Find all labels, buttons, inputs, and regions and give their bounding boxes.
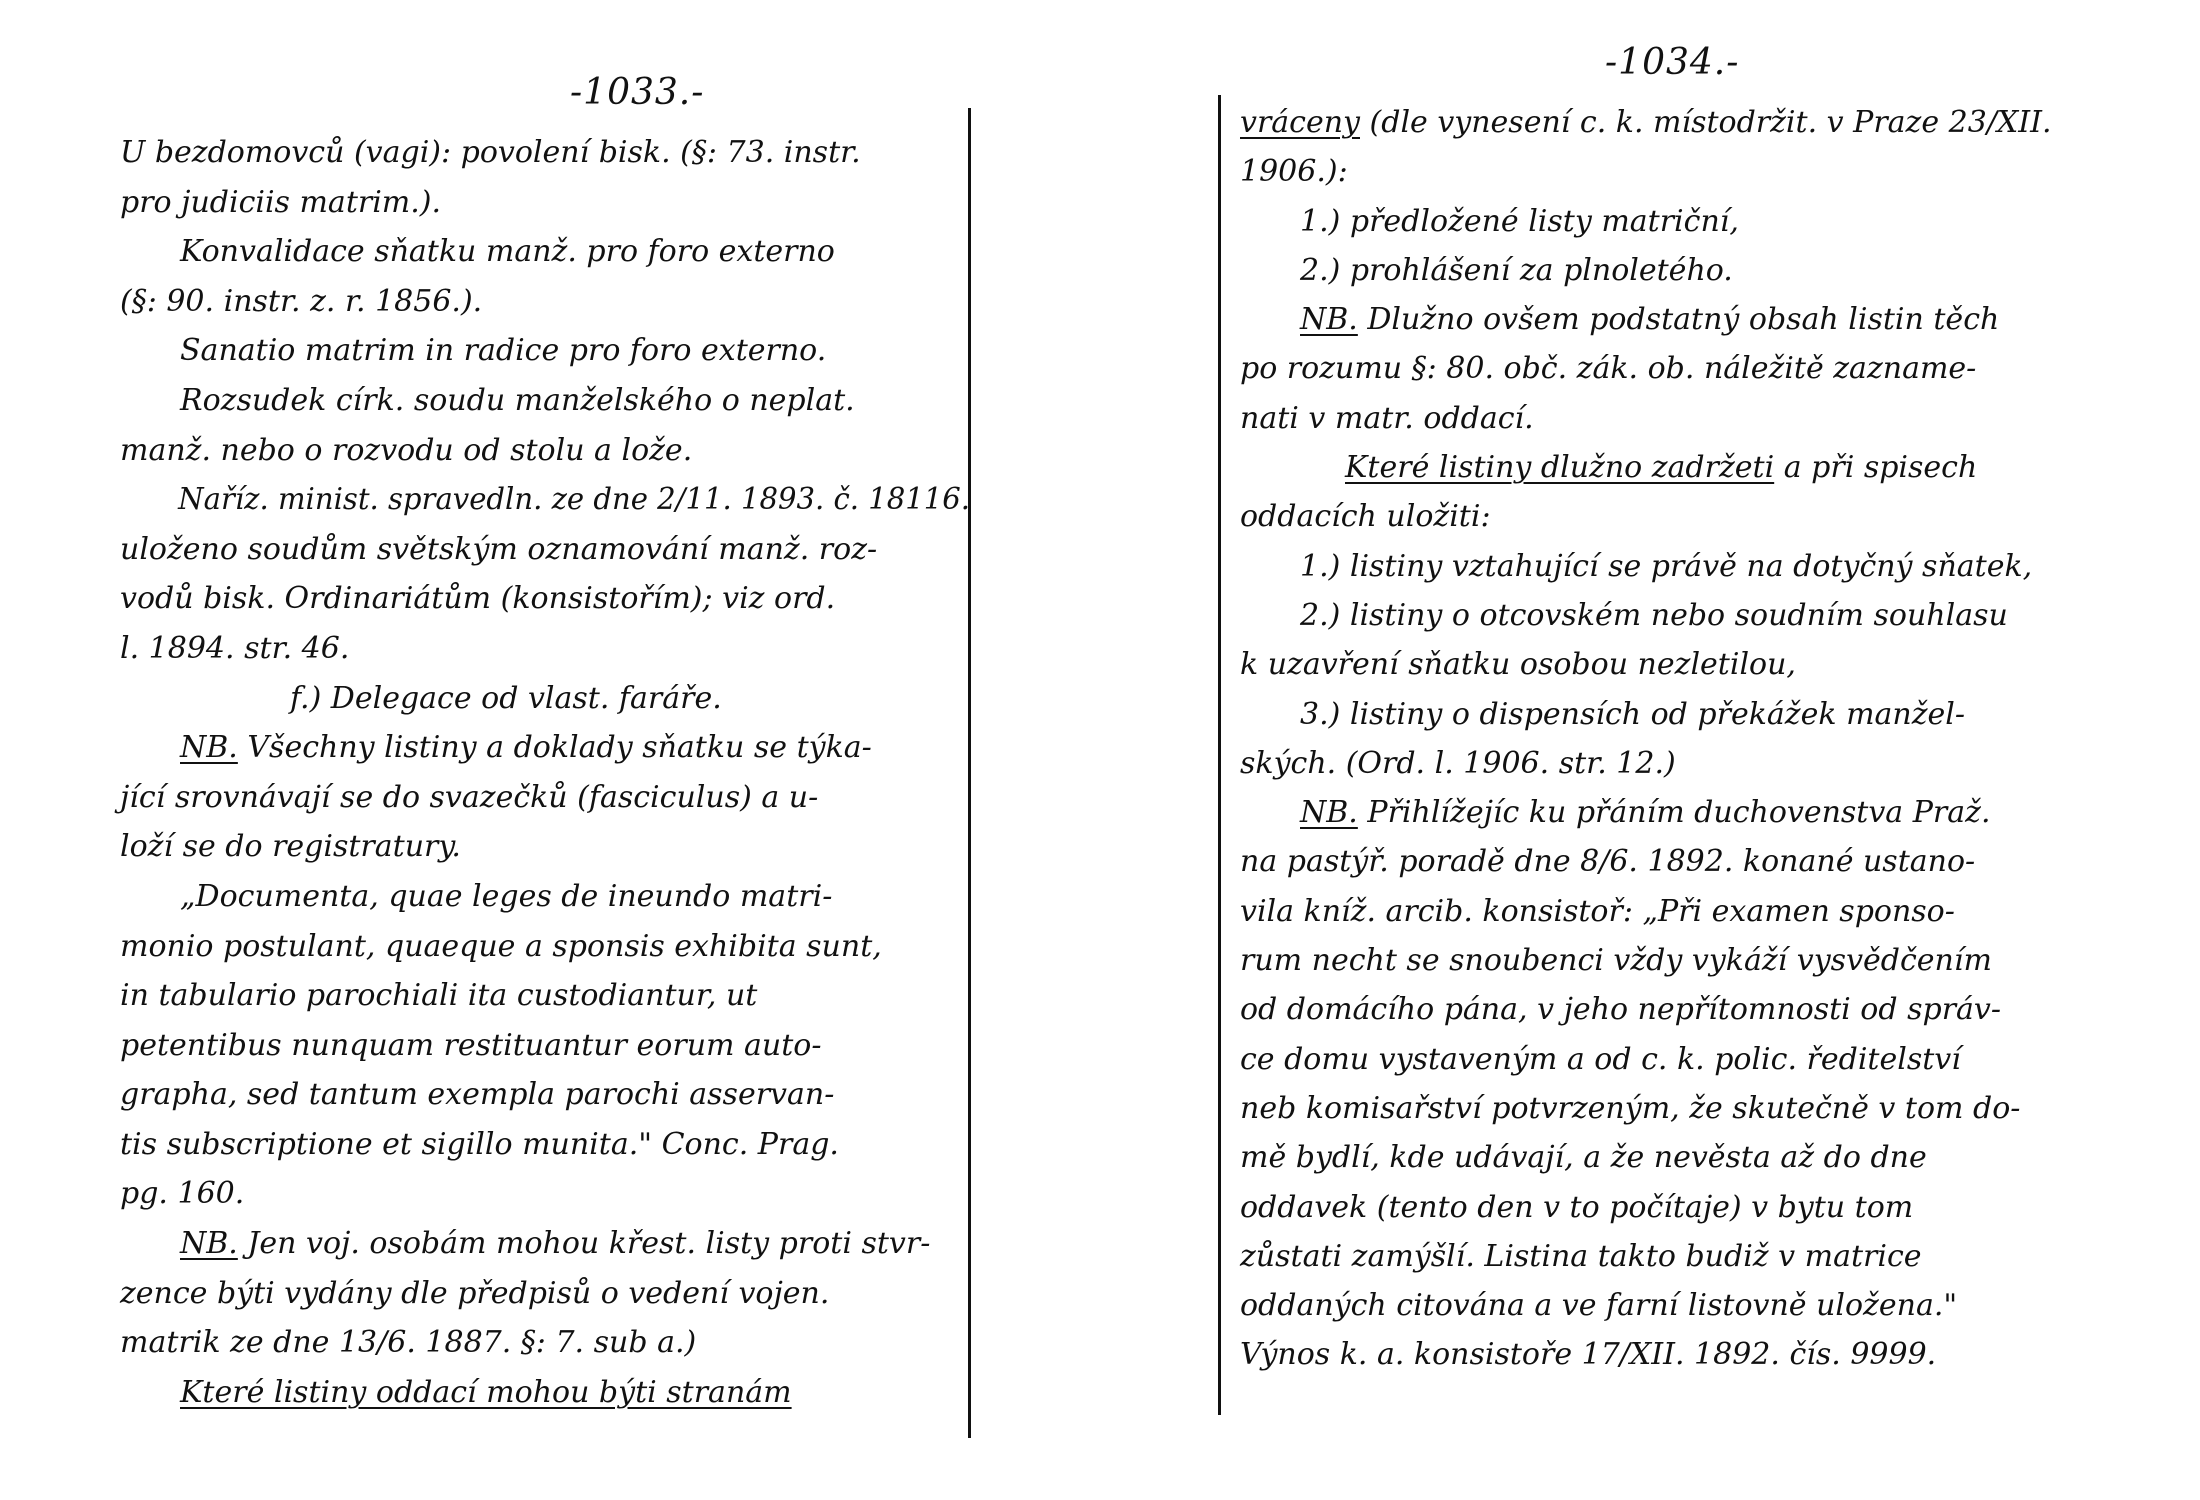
line-text: NB. Přihlížejíc ku přáním duchovenstva Praž. — [1300, 795, 1991, 831]
handwritten-text-block — [1240, 98, 2190, 1380]
line-text: nati v matr. oddací. — [1240, 400, 1534, 436]
text-line — [1240, 147, 2190, 196]
text-line — [1240, 492, 2190, 541]
text-line — [1240, 739, 2190, 788]
line-text: Sanatio matrim in radice pro foro externo. — [180, 333, 827, 369]
text-line — [1240, 1281, 2190, 1330]
line-text: U bezdomovců (vagi): povolení bisk. (§: 73. instr. — [120, 135, 861, 170]
line-text: vodů bisk. Ordinariátům (konsistořím); viz ord. — [120, 581, 836, 617]
text-line — [120, 1070, 980, 1120]
line-text: ce domu vystaveným a od c. k. polic. ředitelství — [1240, 1041, 1961, 1077]
line-text: NB. Jen voj. osobám mohou křest. listy proti stvr- — [180, 1226, 931, 1262]
line-text: pg. 160. — [120, 1176, 245, 1212]
text-line — [1240, 887, 2190, 936]
line-text: ských. (Ord. l. 1906. str. 12.) — [1240, 745, 1676, 781]
text-line — [1240, 344, 2190, 393]
text-line — [120, 475, 971, 525]
text-line — [1240, 788, 2190, 837]
text-line — [120, 326, 980, 376]
line-text: po rozumu §: 80. obč. zák. ob. náležitě zazname- — [1240, 351, 1977, 387]
line-text: petentibus nunquam restituantur eorum auto- — [120, 1027, 822, 1063]
text-line — [120, 426, 980, 476]
line-text: k uzavření sňatku osobou nezletilou, — [1240, 647, 1796, 683]
line-text: grapha, sed tantum exempla parochi asservan- — [120, 1077, 835, 1113]
line-text: 2.) listiny o otcovském nebo soudním souhlasu — [1300, 597, 2008, 633]
text-line — [120, 773, 980, 823]
text-line — [120, 1169, 980, 1219]
text-line — [1240, 591, 2190, 640]
text-line — [120, 971, 980, 1021]
line-text: NB. Všechny listiny a doklady sňatku se týka- — [180, 730, 872, 766]
text-line — [1240, 246, 2190, 295]
text-line — [1240, 197, 2190, 246]
handwritten-text-block — [120, 128, 980, 1417]
text-line — [120, 624, 980, 674]
line-text: vráceny (dle vynesení c. k. místodržit. v Praze 23/XII. — [1240, 105, 2052, 140]
line-text: l. 1894. str. 46. — [120, 630, 350, 666]
line-text: manž. nebo o rozvodu od stolu a lože. — [120, 432, 693, 468]
line-text: 1.) listiny vztahující se právě na dotyčný sňatek, — [1300, 548, 2033, 584]
line-text: oddacích uložiti: — [1240, 499, 1491, 535]
line-text: Konvalidace sňatku manž. pro foro externo — [180, 234, 835, 270]
line-text: NB. Dlužno ovšem podstatný obsah listin těch — [1300, 302, 2000, 338]
line-text: jící srovnávají se do svazečků (fasciculus) a u- — [120, 779, 819, 815]
text-line — [1240, 394, 2190, 443]
text-line — [1240, 1133, 2190, 1182]
line-text: 2.) prohlášení za plnoletého. — [1300, 252, 1733, 288]
text-line — [120, 674, 980, 724]
text-line — [1240, 295, 2190, 344]
line-text: 1.) předložené listy matriční, — [1300, 203, 1739, 239]
text-line — [120, 574, 980, 624]
line-text: oddaných citována a ve farní listovně uložena." — [1240, 1288, 1958, 1324]
line-text: zence býti vydány dle předpisů o vedení vojen. — [120, 1275, 830, 1311]
text-line — [1240, 1183, 2190, 1232]
line-text: rum necht se snoubenci vždy vykáží vysvědčením — [1240, 943, 1992, 979]
text-line — [120, 128, 980, 178]
text-line — [1240, 443, 2190, 492]
text-line — [1240, 936, 2190, 985]
text-line — [120, 822, 980, 872]
line-text: pro judiciis matrim.). — [120, 184, 442, 220]
text-line — [120, 178, 980, 228]
line-text: in tabulario parochiali ita custodiantur, ut — [120, 978, 758, 1014]
line-text: 1906.): — [1240, 154, 1348, 190]
text-line — [120, 1368, 980, 1418]
page-number: -1034.- — [1605, 42, 1740, 83]
text-line — [120, 1269, 980, 1319]
line-text: „Documenta, quae leges de ineundo matri- — [180, 878, 833, 914]
line-text: od domácího pána, v jeho nepřítomnosti od správ- — [1240, 992, 2002, 1028]
line-text: f.) Delegace od vlast. faráře. — [290, 680, 722, 716]
line-text: Které listiny dlužno zadržeti a při spisech — [1345, 450, 1978, 486]
text-line — [120, 1120, 980, 1170]
page-number: -1033.- — [570, 72, 705, 113]
text-line — [1240, 985, 2190, 1034]
text-line — [1240, 640, 2190, 689]
text-line — [120, 922, 980, 972]
text-line — [1240, 1232, 2190, 1281]
line-text: na pastýř. poradě dne 8/6. 1892. konané ustano- — [1240, 844, 1976, 880]
line-text: zůstati zamýšlí. Listina takto budiž v matrice — [1240, 1238, 1922, 1274]
text-line — [1240, 1330, 2190, 1379]
line-text: Rozsudek círk. soudu manželského o neplat. — [180, 382, 855, 418]
text-line — [1240, 690, 2190, 739]
text-line — [120, 723, 980, 773]
line-text: vila kníž. arcib. konsistoř: „Při examen sponso- — [1240, 893, 1955, 929]
line-text: mě bydlí, kde udávají, a že nevěsta až do dne — [1240, 1140, 1927, 1176]
text-line — [120, 277, 980, 327]
line-text: matrik ze dne 13/6. 1887. §: 7. sub a.) — [120, 1325, 697, 1361]
text-line — [1240, 98, 2190, 147]
line-text: oddavek (tento den v to počítaje) v bytu tom — [1240, 1189, 1914, 1225]
line-text: neb komisařství potvrzeným, že skutečně v tom do- — [1240, 1090, 2021, 1126]
text-line — [120, 1318, 980, 1368]
line-text: Výnos k. a. konsistoře 17/XII. 1892. čís. 9999. — [1240, 1337, 1937, 1373]
text-line — [120, 872, 980, 922]
line-text: monio postulant, quaeque a sponsis exhibita sunt, — [120, 928, 882, 964]
margin-rule — [1218, 95, 1221, 1415]
line-text: Naříz. minist. spravedln. ze dne 2/11. 1893. č. 18116. — [178, 482, 971, 518]
text-line — [1240, 1084, 2190, 1133]
underlined-text: Které listiny oddací mohou býti stranám — [180, 1374, 792, 1410]
text-line — [1240, 837, 2190, 886]
line-text: 3.) listiny o dispensích od překážek manžel- — [1300, 696, 1966, 732]
text-line — [1240, 1035, 2190, 1084]
text-line — [120, 376, 980, 426]
line-text: tis subscriptione et sigillo munita." Conc. Prag. — [120, 1126, 839, 1162]
text-line — [120, 525, 980, 575]
line-text: uloženo soudům světským oznamování manž. roz- — [120, 531, 878, 567]
line-text: (§: 90. instr. z. r. 1856.). — [120, 283, 483, 319]
text-line — [120, 227, 980, 277]
text-line — [1240, 542, 2190, 591]
right-page — [1100, 0, 2200, 1500]
text-line — [120, 1219, 980, 1269]
text-line — [120, 1021, 980, 1071]
line-text: loží se do registratury. — [120, 829, 461, 865]
